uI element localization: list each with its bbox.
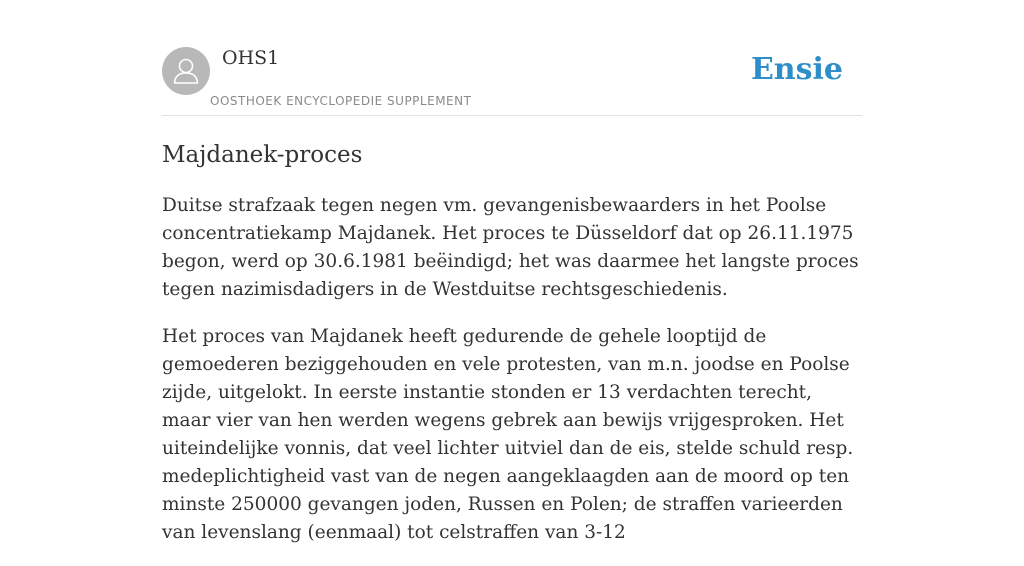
source-name[interactable]: OHS1: [222, 47, 280, 69]
paragraph: Het proces van Majdanek heeft gedurende de gehele looptijd de gemoederen beziggehouden en vele protesten, van m.n. joodse en Poolse zijde, uitgelokt. In eerste instantie stonden er 13 verdachten terecht, maar vier van hen werden wegens gebrek aan bewijs vrijgesproken. Het uiteindelijke vonnis, dat veel lichter uitviel dan de eis, stelde schuld resp. medeplichtigheid vast van de negen aangeklaagden aan de moord op ten minste 250000 gevangen joden, Russen en Polen; de straffen varieerden van levenslang (eenmaal) tot celstraffen van 3-12: [162, 326, 854, 543]
article-header: [162, 0, 862, 116]
article-title: Majdanek-proces: [162, 142, 363, 168]
article-body: [162, 192, 862, 566]
source-avatar[interactable]: [162, 47, 210, 95]
paragraph: Duitse strafzaak tegen negen vm. gevangenisbewaarders in het Poolse concentratiekamp Majdanek. Het proces te Düsseldorf dat op 26.11.1975 begon, werd op 30.6.1981 beëindigd; het was daarmee het langste proces tegen nazimisdadigers in de Westduitse rechtsgeschiedenis.: [162, 195, 859, 300]
brand-logo[interactable]: Ensie: [750, 52, 843, 87]
source-subtitle: OOSTHOEK ENCYCLOPEDIE SUPPLEMENT: [210, 94, 472, 108]
user-icon: [162, 47, 210, 95]
